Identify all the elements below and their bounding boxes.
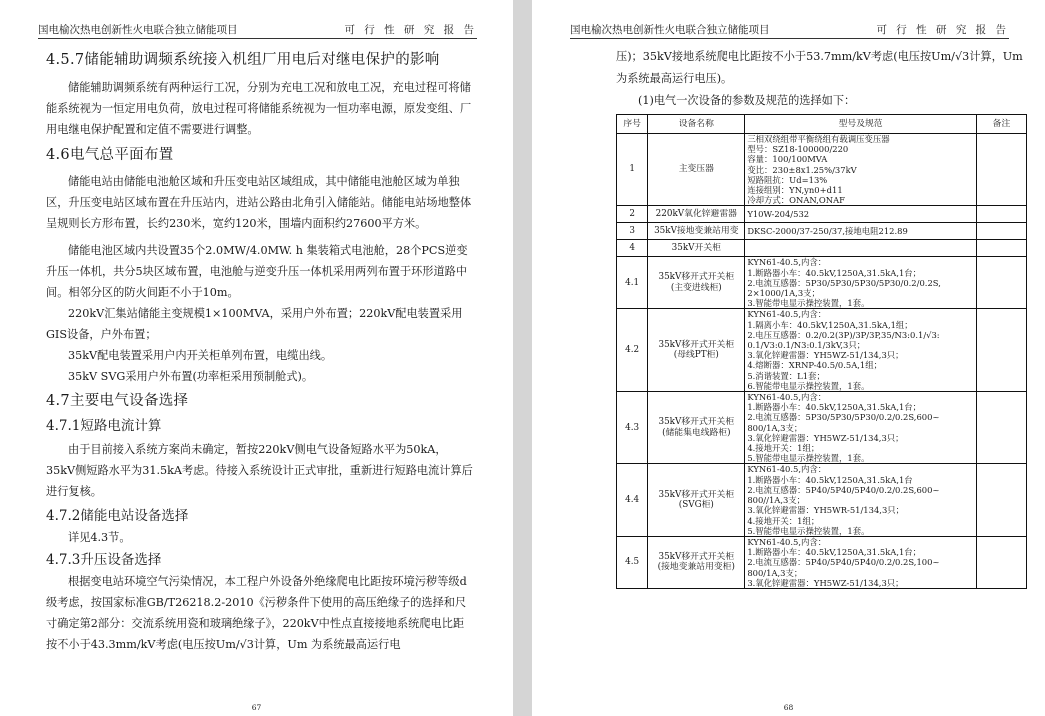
equipment-name-line: 35kV移开式开关柜 [658,551,735,562]
paragraph-4-7-3: 根据变电站环境空气污染情况，本工程户外设备外绝缘爬电比距按环境污秽等级d级考虑，按国家标准GB/T26218.2-2010《污秽条件下使用的高压绝缘子的选择和尺寸确定第2部分：交流系统用瓷和玻璃绝缘子》，220kV中性点直接接地系统爬电比距按不小于43.3mm/kV考虑(电压按Um/√3计算，Um 为系统最高运行电 [46,575,467,651]
equipment-name [648,206,745,223]
spec-line: KYN61-40.5,内含： [747,392,827,403]
header-title: 国电榆次热电创新性火电联合独立储能项目 [570,24,770,36]
equipment-name [648,392,745,464]
spec-line: 1.断路器小车：40.5kV,1250A,31.5kA,1台； [747,402,922,413]
row-note [976,134,1026,206]
equipment-spec [745,392,977,464]
row-number: 4.5 [617,536,648,588]
spec-line: 连接组别：YN,yn0+d11 [747,185,843,196]
spec-line: 3.氧化锌避雷器：YH5WZ-51/134,3只； [747,432,904,443]
table-header-cell: 型号及规范 [745,115,977,134]
page-number: 67 [251,703,262,712]
equipment-name [648,257,745,309]
table-row [617,240,1027,257]
equipment-spec [745,206,977,223]
row-note [976,536,1026,588]
table-header-cell: 设备名称 [648,115,745,134]
paragraph-4-7-1: 由于目前接入系统方案尚未确定，暂按220kV侧电气设备短路水平为50kA，35kV侧短路水平为31.5kA考虑。待接入系统设计正式审批，重新进行短路电流计算后进行复核。 [46,443,473,498]
header-doc-type: 可 行 性 研 究 报 告 [344,24,477,36]
table-header-row [617,115,1027,134]
equipment-name-line: 35kV移开式开关柜 [658,272,735,283]
paragraph-4-6-2: 储能电池区域内共设置35个2.0MW/4.0MW. h 集装箱式电池舱，28个PCS逆变升压一体机，共分5块区域布置，电池舱与逆变升压一体机采用两列布置于环形道路中间。相邻分区的防火间距不小于10m。 [46,244,468,299]
paragraph-4-6-5: 35kV SVG采用户外布置(功率柜采用预制舱式)。 [68,370,314,383]
spec-line: KYN61-40.5,内含： [747,257,827,268]
equipment-name [648,536,745,588]
heading-4-7-3: 4.7.3升压设备选择 [46,552,162,568]
row-number: 4.3 [617,392,648,464]
spec-line: KYN61-40.5,内含： [747,464,827,475]
row-number: 4.1 [617,257,648,309]
row-number: 4.2 [617,309,648,392]
spec-line: KYN61-40.5,内含： [747,536,827,547]
page-body [46,50,473,655]
table-row [617,392,1027,464]
spec-line: KYN61-40.5,内含： [747,309,827,320]
spec-line: 2×1000/1A,3支； [747,288,820,299]
table-intro: (1)电气一次设备的参数及规范的选择如下： [638,94,856,107]
heading-4-5-7: 4.5.7储能辅助调频系统接入机组厂用电后对继电保护的影响 [46,52,440,68]
equipment-name-line: 35kV移开式开关柜 [658,417,735,428]
equipment-name [648,240,745,257]
equipment-name-line: 35kV开关柜 [671,243,721,254]
row-note [976,240,1026,257]
spec-line: 3.氧化锌避雷器：YH5WZ-51/134,3只； [747,350,904,361]
row-note [976,257,1026,309]
page-header [570,22,1009,39]
row-note [976,392,1026,464]
equipment-name-line: 35kV接地变兼站用变 [654,226,739,237]
row-number: 3 [617,223,648,240]
equipment-name-line: (接地变兼站用变柜) [657,562,735,573]
equipment-spec [745,240,977,257]
row-note [976,223,1026,240]
row-note [976,464,1026,536]
equipment-spec [745,257,977,309]
spec-line: 4.接地开关：1组； [747,443,820,454]
spec-line: 容量：100/100MVA [747,154,828,165]
table-row [617,257,1027,309]
paragraph-4-6-4: 35kV配电装置采用户内开关柜单列布置，电缆出线。 [68,349,333,362]
spec-line: 短路阻抗：Ud=13% [747,174,828,185]
spec-line: 1.断路器小车：40.5kV,1250A,31.5kA,1台 [747,474,913,485]
page-number: 68 [783,703,794,712]
equipment-name [648,134,745,206]
table-row [617,134,1027,206]
spec-line: 三相双绕组带平衡绕组有载调压变压器 [747,134,890,144]
continued-paragraph: 压)；35kV接地系统爬电比距按不小于53.7mm/kV考虑(电压按Um/√3计算，Um为系统最高运行电压)。 [616,50,1023,85]
spec-line: Y10W-204/532 [747,209,810,220]
spec-line: 1.隔离小车：40.5kV,1250A,31.5kA,1组； [747,319,913,330]
spec-line: 2.电流互感器：5P30/5P30/5P30/5P30/0.2/0.2S, [747,277,941,288]
table-row [617,309,1027,392]
page-body [616,46,1027,112]
spec-line: 4.熔断器：XRNP-40.5/0.5A,1组； [747,360,882,371]
equipment-name-line: (母线PT柜) [673,350,719,361]
page-68 [532,0,1045,716]
equipment-name-line: (储能集电线路柜) [662,427,731,438]
spec-line: 5.智能带电显示操控装置，1套。 [747,525,870,536]
header-title: 国电榆次热电创新性火电联合独立储能项目 [38,24,238,36]
spec-line: 2.电压互感器：0.2/0.2(3P)/3P/3P,35/N3:0.1/√3: [747,329,940,340]
spec-line: 3.氧化锌避雷器：YH5WR-51/134,3只； [747,505,905,516]
spec-line: 3.氧化锌避雷器：YH5WZ-51/134,3只； [747,577,904,588]
spec-line: 2.电流互感器：5P40/5P40/5P40/0.2/0.2S,100~ [747,557,940,568]
spec-line: 冷却方式：ONAN,ONAF [747,195,845,206]
spec-line: 800//1A,3支； [747,495,806,506]
spec-line: 800/1A,3支； [747,567,803,578]
heading-4-7-2: 4.7.2储能电站设备选择 [46,508,189,524]
spec-line: 1.断路器小车：40.5kV,1250A,31.5kA,1台； [747,267,922,278]
page-67 [0,0,513,716]
header-doc-type: 可 行 性 研 究 报 告 [876,24,1009,36]
paragraph-4-6-3: 220kV汇集站储能主变规模1×100MVA，采用户外布置；220kV配电装置采用GIS设备，户外布置； [46,307,463,341]
spec-line: 5.消谐装置：L1套； [747,370,825,381]
equipment-name [648,309,745,392]
paragraph-4-7-2: 详见4.3节。 [68,531,131,544]
spec-line: 5.智能带电显示操控装置，1套。 [747,453,870,464]
spec-line: DKSC-2000/37-250/37,接地电阻212.89 [747,226,908,237]
spec-line: 6.智能带电显示操控装置，1套。 [747,380,870,391]
spec-line: 800/1A,3支； [747,422,803,433]
spec-line: 2.电流互感器：5P40/5P40/5P40/0.2/0.2S,600~ [747,484,940,495]
spec-line [747,243,974,253]
row-number: 1 [617,134,648,206]
spec-line: 3.智能带电显示操控装置，1套。 [747,298,870,309]
equipment-name-line: 主变压器 [678,164,714,175]
spec-line: 4.接地开关：1组； [747,515,820,526]
page-header [38,22,477,39]
equipment-table-wrap [616,114,1027,589]
equipment-name-line: 35kV移开式开关柜 [658,339,735,350]
heading-4-6: 4.6电气总平面布置 [46,147,174,163]
spec-line: 2.电流互感器：5P30/5P30/5P30/0.2/0.2S,600~ [747,412,940,423]
paragraph-4-5-7: 储能辅助调频系统有两种运行工况，分别为充电工况和放电工况，充电过程可将储能系统视为一恒定用电负荷，放电过程可将储能系统视为一恒功率电源，原发变组、厂用电继电保护配置和定值不需要进行调整。 [46,81,472,136]
heading-4-7: 4.7主要电气设备选择 [46,393,189,409]
paragraph-4-6-1: 储能电站由储能电池舱区域和升压变电站区域组成，其中储能电池舱区域为单独区，升压变电站区域布置在升压站内，进站公路由北角引入储能站。储能电站场地整体呈规则长方形布置，长约230米，宽约120米，围墙内面积约27600平方米。 [46,175,472,230]
equipment-spec [745,536,977,588]
heading-4-7-1: 4.7.1短路电流计算 [46,418,162,434]
equipment-name-line: (SVG柜) [678,500,714,511]
equipment-spec [745,309,977,392]
table-row [617,536,1027,588]
equipment-name-line: 35kV移开式开关柜 [658,489,735,500]
row-number: 2 [617,206,648,223]
equipment-name-line: 220kV氧化锌避雷器 [655,209,737,220]
row-number: 4.4 [617,464,648,536]
equipment-spec [745,223,977,240]
table-row [617,464,1027,536]
equipment-spec [745,134,977,206]
table-row [617,206,1027,223]
equipment-name [648,223,745,240]
table-header-cell: 序号 [617,115,648,134]
row-note [976,206,1026,223]
row-number: 4 [617,240,648,257]
row-note [976,309,1026,392]
spec-line: 型号：SZ18-100000/220 [747,144,849,155]
table-header-cell: 备注 [976,115,1026,134]
equipment-name [648,464,745,536]
spec-line: 1.断路器小车：40.5kV,1250A,31.5kA,1台； [747,547,922,558]
equipment-table [616,114,1027,589]
spec-line: 变比：230±8x1.25%/37kV [747,164,857,175]
table-row [617,223,1027,240]
equipment-name-line: (主变进线柜) [670,282,722,293]
equipment-spec [745,464,977,536]
spec-line: 0.1/V3:0.1/N3:0.1/3kV,3只； [747,340,866,351]
